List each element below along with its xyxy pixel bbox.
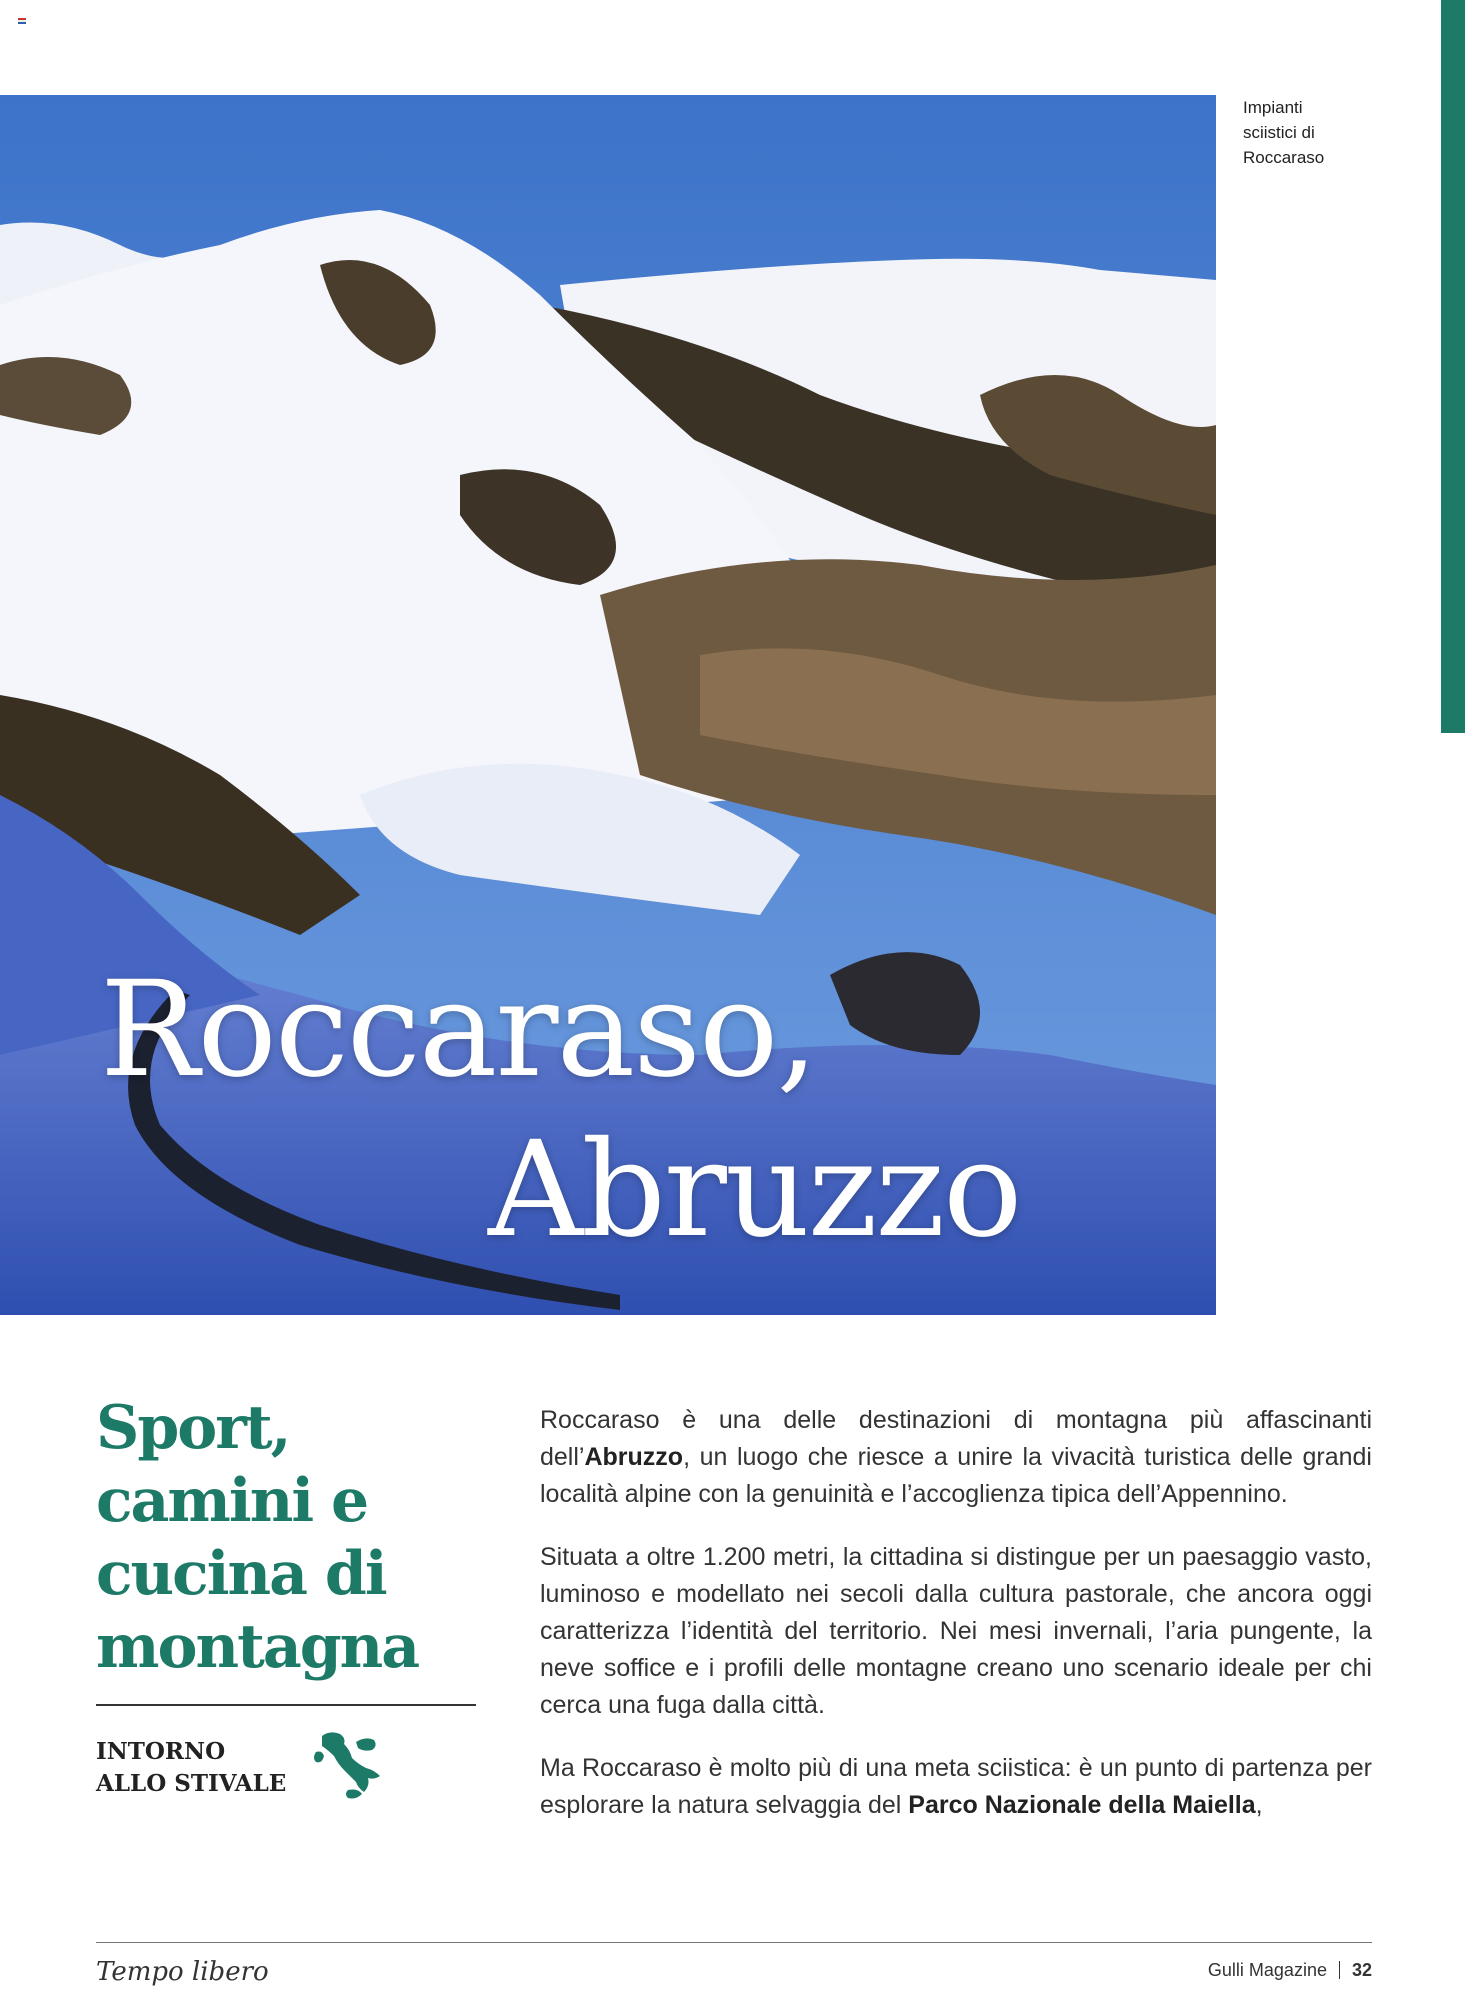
subtitle-line: cucina di [96, 1539, 386, 1609]
article-subtitle [96, 1392, 496, 1684]
caption-line: Impianti [1243, 98, 1303, 117]
paragraph-3: Ma Roccaraso è molto più di una meta sciistica: è un punto di partenza per esplorare la natura selvaggia del Parco Nazionale della Maiella, [540, 1754, 1372, 1819]
hero-title-line1: Roccaraso, [100, 953, 817, 1107]
section-label-line2: ALLO STIVALE [96, 1770, 287, 1797]
italian-flag-icon [18, 18, 26, 24]
italy-map-icon [308, 1728, 386, 1804]
page-number: 32 [1351, 1960, 1372, 1980]
footer-separator [1339, 1961, 1340, 1979]
hero-photo [0, 95, 1216, 1315]
subtitle-line: montagna [96, 1612, 419, 1682]
caption-line: sciistici di [1243, 123, 1315, 142]
article-body [540, 1402, 1372, 1850]
magazine-name: Gulli Magazine [1207, 1960, 1327, 1980]
hero-title [100, 950, 1021, 1270]
caption-line: Roccaraso [1243, 148, 1325, 167]
accent-side-bar [1441, 0, 1465, 733]
subtitle-line: camini e [96, 1466, 368, 1536]
paragraph-2: Situata a oltre 1.200 metri, la cittadina si distingue per un paesaggio vasto, luminoso e modellato nei secoli dalla cultura pastorale, che ancora oggi caratterizza l’identità del territorio. Nei mesi invernali, l’aria pungente, la neve soffice e i profili delle montagne creano uno scenario ideale per chi cerca una fuga dalla città. [540, 1543, 1372, 1719]
hero-title-line2: Abruzzo [488, 1113, 1021, 1267]
section-divider [96, 1704, 476, 1706]
section-label [96, 1736, 286, 1800]
subtitle-line: Sport, [96, 1393, 290, 1463]
paragraph-1: Roccaraso è una delle destinazioni di montagna più affascinanti dell’Abruzzo, un luogo che riesce a unire la vivacità turistica delle grandi località alpine con la genuinità e l’accoglienza tipica dell’Appennino. [540, 1406, 1372, 1508]
photo-caption [1243, 95, 1373, 170]
footer-divider [96, 1942, 1372, 1943]
footer-section-name: Tempo libero [96, 1957, 269, 1987]
footer-page-info [1208, 1960, 1372, 1981]
section-label-line1: INTORNO [96, 1738, 226, 1765]
bold-parco-maiella: Parco Nazionale della Maiella [908, 1791, 1256, 1819]
bold-abruzzo: Abruzzo [584, 1443, 684, 1471]
